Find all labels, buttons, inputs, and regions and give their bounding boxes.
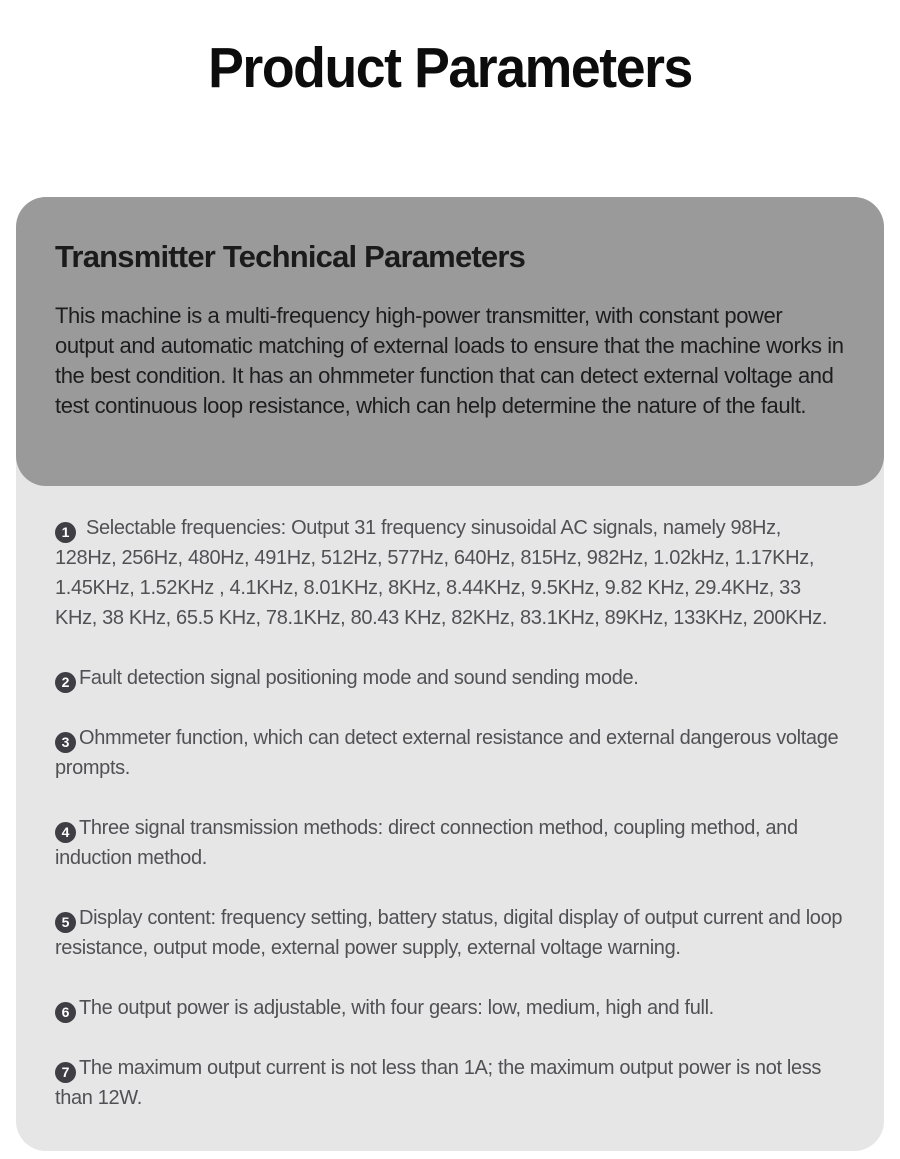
card-header-description: This machine is a multi-frequency high-power transmitter, with constant power output and automatic matching of external loads to ensure that the machine works in the best condition. It has an ohmmeter function that can detect external voltage and test continuous loop resistance, which can help determine the nature of the fault. (55, 303, 844, 418)
numbered-bullet-1-icon: 1 (55, 522, 76, 543)
product-parameters-page (0, 36, 900, 1159)
parameter-item-text: Fault detection signal positioning mode and sound sending mode. (79, 667, 639, 689)
numbered-bullet-7-icon: 7 (55, 1062, 76, 1083)
parameters-list (16, 486, 884, 1151)
parameter-item (55, 513, 846, 633)
parameters-card (16, 197, 884, 1151)
page-title: Product Parameters (208, 36, 692, 100)
parameter-item-text: Display content: frequency setting, battery status, digital display of output current and loop resistance, output mode, external power supply, external voltage warning. (55, 907, 843, 959)
parameter-item-text: The output power is adjustable, with four gears: low, medium, high and full. (79, 997, 714, 1019)
parameter-item-text: Ohmmeter function, which can detect external resistance and external dangerous voltage prompts. (55, 727, 839, 779)
parameter-item (55, 993, 846, 1023)
numbered-bullet-6-icon: 6 (55, 1002, 76, 1023)
numbered-bullet-4-icon: 4 (55, 822, 76, 843)
parameter-item (55, 663, 846, 693)
card-header-title: Transmitter Technical Parameters (55, 239, 526, 274)
parameter-item (55, 813, 846, 873)
parameter-item-text: The maximum output current is not less than 1A; the maximum output power is not less than 12W. (55, 1057, 822, 1109)
parameter-item (55, 1053, 846, 1113)
card-header (16, 197, 884, 486)
parameter-item-text: Selectable frequencies: Output 31 frequency sinusoidal AC signals, namely 98Hz, 128Hz, 256Hz, 480Hz, 491Hz, 512Hz, 577Hz, 640Hz, 815Hz, 982Hz, 1.02kHz, 1.17KHz, 1.45KHz, 1.52KHz , 4.1KHz, 8.01KHz, 8KHz, 8.44KHz, 9.5KHz, 9.82 KHz, 29.4KHz, 33 KHz, 38 KHz, 65.5 KHz, 78.1KHz, 80.43 KHz, 82KHz, 83.1KHz, 89KHz, 133KHz, 200KHz. (55, 517, 828, 629)
parameter-item (55, 723, 846, 783)
numbered-bullet-2-icon: 2 (55, 672, 76, 693)
parameter-item-text: Three signal transmission methods: direct connection method, coupling method, and induction method. (55, 817, 798, 869)
numbered-bullet-3-icon: 3 (55, 732, 76, 753)
numbered-bullet-5-icon: 5 (55, 912, 76, 933)
parameter-item (55, 903, 846, 963)
